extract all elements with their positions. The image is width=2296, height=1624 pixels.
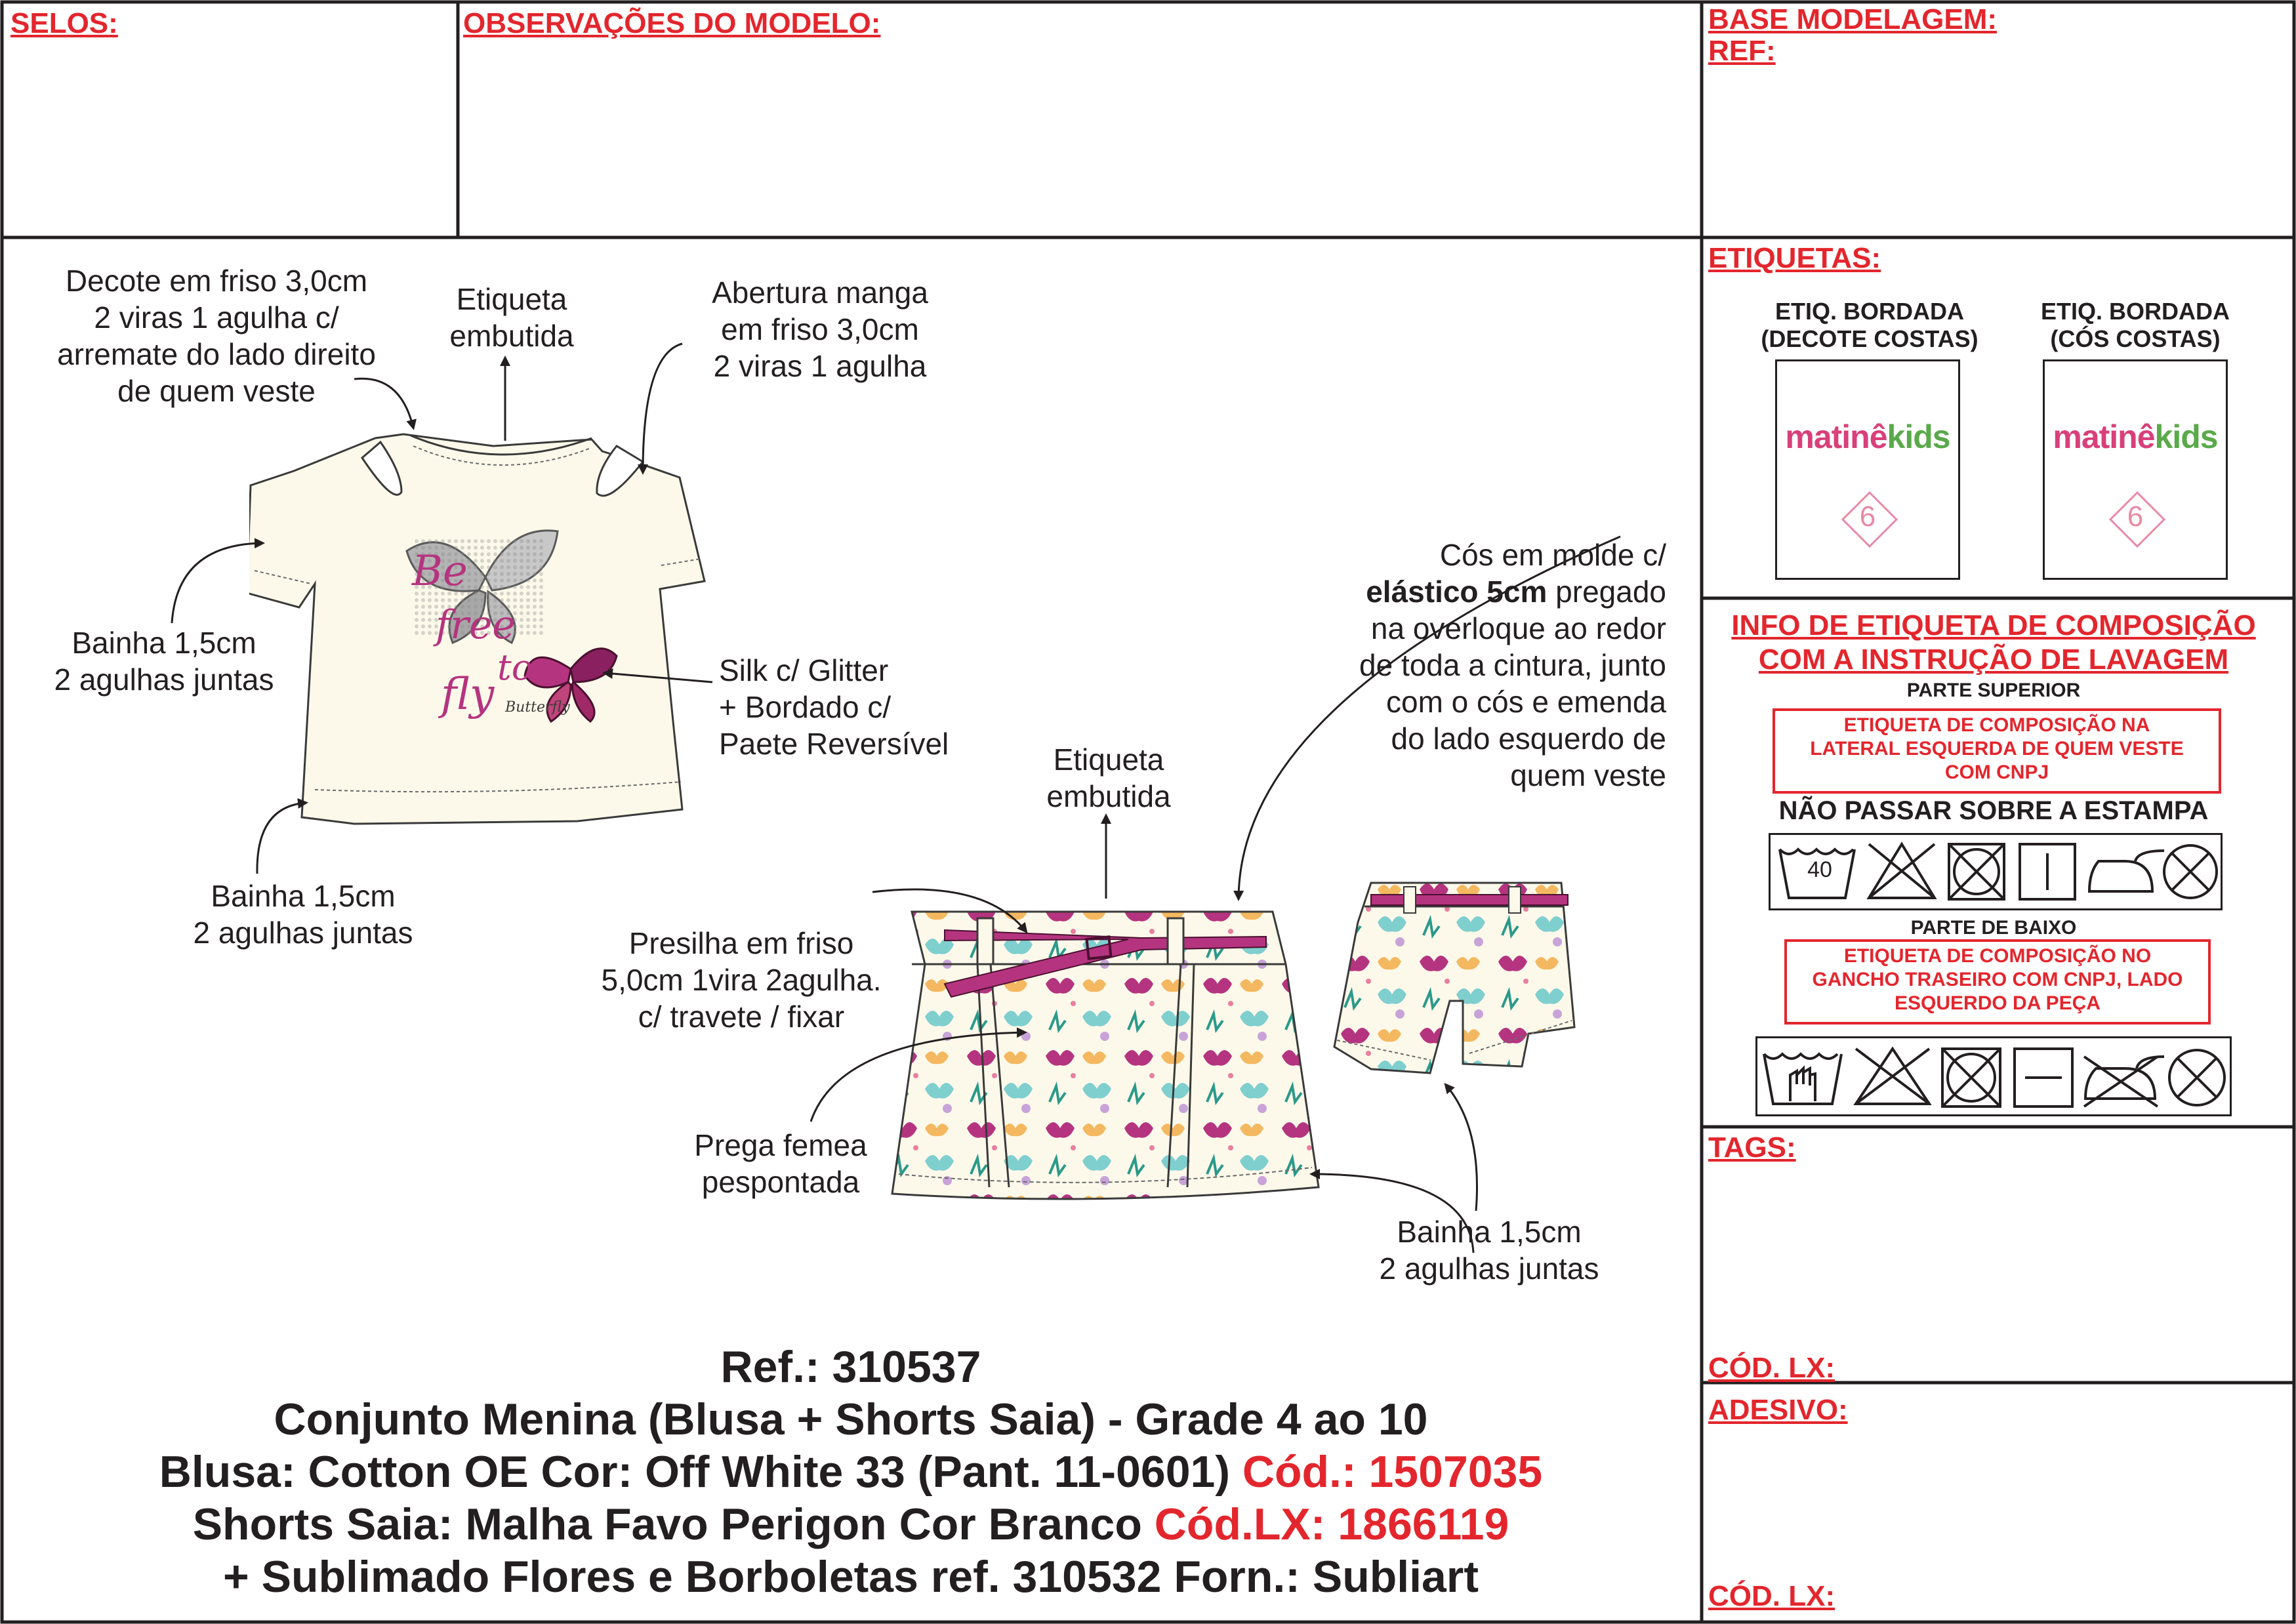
nao-passar-warning: NÃO PASSAR SOBRE A ESTAMPA — [1778, 796, 2209, 825]
note-bainha-blusa: Bainha 1,5cm 2 agulhas juntas — [193, 879, 413, 950]
label2-logo: matinêkids — [2053, 418, 2218, 455]
shorts-code: Cód.LX: 1866119 — [1154, 1499, 1509, 1549]
parte-baixo-label: PARTE DE BAIXO — [1910, 917, 2077, 939]
flat-dry-icon — [2015, 1049, 2072, 1106]
print-fly: fly — [441, 669, 495, 720]
superior-composition-note: ETIQUETA DE COMPOSIÇÃO NA LATERAL ESQUERDA DE QUEM VESTE COM CNPJ — [1773, 708, 2221, 794]
adesivo-header: ADESIVO: — [1708, 1394, 1848, 1426]
hand-wash-icon — [1764, 1054, 1841, 1104]
label1-title: ETIQ. BORDADA (DECOTE COSTAS) — [1761, 298, 1978, 352]
iron-low-icon — [2089, 851, 2164, 891]
selos-header: SELOS: — [10, 7, 118, 39]
print-free: free — [436, 602, 516, 648]
note-presilha: Presilha em friso 5,0cm 1vira 2agulha. c/ travete / fixar — [601, 926, 882, 1034]
label2-title: ETIQ. BORDADA (CÓS COSTAS) — [2041, 298, 2230, 352]
note-etiqueta-blusa: Etiqueta embutida — [449, 282, 574, 353]
blusa-code: Cód.: 1507035 — [1242, 1447, 1543, 1497]
etiquetas-header: ETIQUETAS: — [1708, 242, 1881, 274]
note-etiqueta-shorts: Etiqueta embutida — [1046, 742, 1171, 813]
product-title: Conjunto Menina (Blusa + Shorts Saia) - Grade 4 ao 10 — [274, 1394, 1428, 1444]
note-bainha-shorts: Bainha 1,5cm 2 agulhas juntas — [1379, 1215, 1599, 1286]
product-blusa: Blusa: Cotton OE Cor: Off White 33 (Pant. 11-0601) Cód.: 1507035 — [159, 1447, 1543, 1497]
cod-lx-tags: CÓD. LX: — [1708, 1352, 1835, 1384]
tags-header: TAGS: — [1708, 1131, 1796, 1164]
no-bleach-icon — [1869, 844, 1935, 898]
print-be: Be — [412, 547, 468, 596]
product-shorts: Shorts Saia: Malha Favo Perigon Cor Branco Cód.LX: 1866119 — [192, 1499, 1509, 1549]
no-bleach-icon — [1856, 1049, 1929, 1104]
wash-temp: 40 — [1807, 857, 1832, 882]
note-cos: Cós em molde c/ elástico 5cm pregado na overloque ao redor de toda a cintura, junto com o cós e emenda do lado esquerdo de quem veste — [1359, 538, 1666, 792]
product-ref: Ref.: 310537 — [720, 1342, 981, 1392]
note-bainha-manga: Bainha 1,5cm 2 agulhas juntas — [54, 626, 274, 697]
observacoes-header: OBSERVAÇÕES DO MODELO: — [463, 7, 881, 39]
cod-lx-adesivo: CÓD. LX: — [1708, 1580, 1835, 1612]
baixo-composition-note: ETIQUETA DE COMPOSIÇÃO NO GANCHO TRASEIRO COM CNPJ, LADO ESQUERDO DA PEÇA — [1784, 939, 2211, 1025]
info-etiqueta-title: INFO DE ETIQUETA DE COMPOSIÇÃO COM A INSTRUÇÃO DE LAVAGEM — [1731, 609, 2256, 676]
no-dry-clean-icon — [2169, 1050, 2224, 1105]
care-symbols-superior — [1769, 833, 2223, 910]
product-sublimado: + Sublimado Flores e Borboletas ref. 310532 Forn.: Subliart — [223, 1552, 1479, 1602]
print-to: to — [497, 647, 533, 688]
no-tumble-dry-icon — [1949, 844, 2004, 899]
base-modelagem-header: BASE MODELAGEM: — [1708, 3, 1997, 35]
no-iron-icon — [2084, 1057, 2164, 1106]
label1-logo: matinêkids — [1785, 418, 1950, 455]
product-description — [0, 1341, 1702, 1603]
print-brand: Butterfly — [505, 699, 570, 716]
label1-box — [1775, 359, 1960, 580]
no-dry-clean-icon — [2164, 845, 2217, 898]
no-tumble-dry-icon — [1942, 1049, 2000, 1106]
label1-size: 6 — [1859, 500, 1876, 533]
label2-box — [2043, 359, 2228, 580]
ref-header: REF: — [1708, 35, 1776, 67]
note-silk: Silk c/ Glitter + Bordado c/ Paete Reversível — [719, 653, 949, 761]
label2-size: 6 — [2127, 500, 2144, 533]
care-symbols-baixo — [1755, 1036, 2232, 1116]
note-prega: Prega femea pespontada — [694, 1128, 867, 1199]
line-dry-icon — [2020, 844, 2075, 899]
note-decote: Decote em friso 3,0cm 2 viras 1 agulha c/ arremate do lado direito de quem veste — [57, 264, 376, 408]
parte-superior-label: PARTE SUPERIOR — [1906, 680, 2081, 701]
note-abertura-manga: Abertura manga em friso 3,0cm 2 viras 1 agulha — [712, 275, 928, 383]
